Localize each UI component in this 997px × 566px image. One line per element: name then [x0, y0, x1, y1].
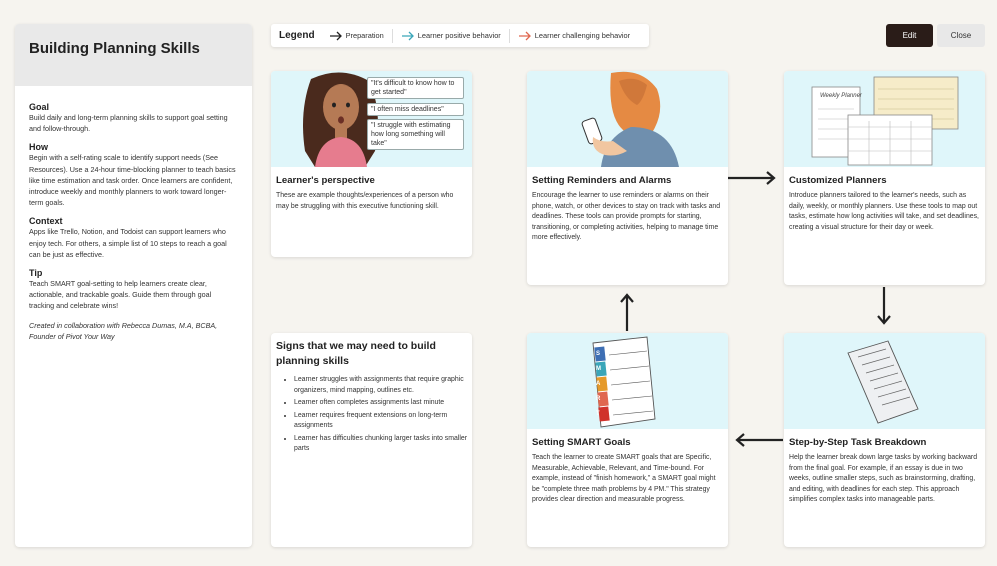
thought-bubble-2: "I often miss deadlines" — [367, 103, 464, 116]
learner-illustration — [271, 71, 472, 167]
person-with-phone-icon — [571, 71, 691, 167]
arrow-down-icon — [877, 286, 891, 326]
card-body — [527, 429, 728, 514]
legend-item-positive — [401, 31, 501, 41]
card-body — [784, 167, 985, 241]
list-item: • Learner requires frequent extensions on long-term assignments — [294, 411, 467, 432]
list-item: • Learner has difficulties chunking larger tasks into smaller parts — [294, 434, 467, 455]
card-text: Encourage the learner to use reminders or alarms on their phone, watch, or other devices to stay on track with tasks and deadlines. These tools can provide prompts for starting, transitioning, or completing activities, helping to manage time more effectively. — [532, 192, 721, 241]
card-body — [784, 429, 985, 514]
legend-title: Legend — [279, 30, 315, 41]
legend-item-challenging — [518, 31, 630, 41]
card-text: Introduce planners tailored to the learner's needs, such as daily, weekly, or monthly planners. Use these tools to map out tasks, estimate how long activities will take, and set deadlines, creating a visual structure for their day or week. — [789, 192, 979, 231]
goal-heading: Goal — [29, 102, 50, 112]
page-title: Building Planning Skills — [29, 40, 200, 57]
task-breakdown-illustration — [784, 333, 985, 429]
card-text: Help the learner break down large tasks by working backward from the final goal. For example, if an essay is due in two weeks, outline smaller steps, such as brainstorming, drafting, and editing, with deadlines for each step. This approach simplifies complex tasks into manageable parts. — [789, 454, 978, 503]
arrow-right-icon — [727, 171, 779, 185]
smart-goals-illustration — [527, 333, 728, 429]
list-item: • Learner struggles with assignments that require graphic organizers, mind mapping, outlines etc. — [294, 375, 467, 396]
card-signs[interactable] — [271, 333, 472, 547]
card-title: Setting SMART Goals — [532, 437, 631, 448]
arrow-left-icon — [734, 433, 784, 447]
credit-line-2: Founder of Pivot Your Way — [29, 331, 115, 341]
sidebar-body — [15, 86, 252, 356]
legend-divider — [392, 29, 393, 43]
goal-text: Build daily and long-term planning skills to support goal setting and follow-through. — [29, 113, 228, 134]
sidebar-header — [15, 24, 252, 86]
card-task-breakdown[interactable] — [784, 333, 985, 547]
edit-button[interactable]: Edit — [886, 24, 933, 47]
card-title: Customized Planners — [789, 175, 887, 186]
legend — [271, 24, 649, 47]
arrow-right-icon — [401, 31, 415, 41]
legend-divider — [509, 29, 510, 43]
planner-pages-icon — [808, 75, 968, 167]
card-body — [271, 167, 472, 220]
legend-item-preparation — [329, 31, 384, 41]
card-planners[interactable] — [784, 71, 985, 285]
thought-bubble-3: "I struggle with estimating how long something will take" — [367, 119, 464, 150]
tip-heading: Tip — [29, 268, 43, 279]
card-title: Setting Reminders and Alarms — [532, 175, 672, 186]
thought-bubble-1: "It's difficult to know how to get started" — [367, 77, 464, 99]
card-text: These are example thoughts/experiences of a person who may be struggling with this executive functioning skill. — [276, 192, 454, 210]
legend-label-challenging: Learner challenging behavior — [534, 31, 631, 40]
card-title: Learner's perspective — [276, 175, 375, 186]
how-text: Begin with a self-rating scale to identify support needs (See Resources). Use a 24-hour time-blocking planner to teach basics like time estimation and task order. Once learners are confident, introduce weekly and monthly planners to work toward longer-term goals. — [29, 153, 236, 208]
arrow-right-icon — [329, 31, 343, 41]
legend-label-preparation: Preparation — [345, 31, 384, 40]
context-text: Apps like Trello, Notion, and Todoist can support learners who enjoy tech. For others, a simple list of 10 steps to reach a goal can be just as effective. — [29, 227, 227, 259]
legend-label-positive: Learner positive behavior — [417, 31, 501, 40]
credit-text — [29, 320, 238, 342]
signs-list — [276, 375, 467, 455]
reminders-illustration — [527, 71, 728, 167]
tip-text: Teach SMART goal-setting to help learners create clear, actionable, and trackable goals. Guide them through goal tracking and celebrate wins! — [29, 279, 212, 311]
arrow-up-icon — [620, 292, 634, 332]
smart-letter-t: T — [596, 411, 600, 417]
arrow-right-icon — [518, 31, 532, 41]
context-heading: Context — [29, 216, 63, 227]
card-smart-goals[interactable] — [527, 333, 728, 547]
planners-illustration — [784, 71, 985, 167]
smart-letter-r: R — [596, 396, 601, 402]
card-title: Signs that we may need to build planning skills — [276, 340, 436, 367]
smart-letter-a: A — [596, 381, 601, 387]
how-heading: How — [29, 142, 48, 153]
card-title: Step-by-Step Task Breakdown — [789, 437, 927, 448]
card-body — [271, 333, 472, 463]
card-text: Teach the learner to create SMART goals that are Specific, Measurable, Achievable, Relevant, and Time-bound. For example, instead of "finish homework," a SMART goal might be "complete three math problems by 4 PM." This strategy provides clear direction and measurable progress. — [532, 454, 716, 503]
card-learner-perspective[interactable] — [271, 71, 472, 257]
close-button[interactable]: Close — [937, 24, 985, 47]
smart-letter-s: S — [596, 351, 601, 357]
card-body — [527, 167, 728, 252]
credit-line-1: Created in collaboration with Rebecca Dumas, M.A, BCBA, — [29, 320, 218, 330]
smart-letters — [596, 347, 601, 422]
task-list-icon — [844, 339, 924, 429]
card-reminders[interactable] — [527, 71, 728, 285]
planner-label: Weekly Planner — [820, 93, 862, 99]
smart-letter-m: M — [596, 366, 601, 372]
list-item: • Learner often completes assignments last minute — [294, 398, 467, 409]
sidebar-panel — [15, 24, 252, 547]
